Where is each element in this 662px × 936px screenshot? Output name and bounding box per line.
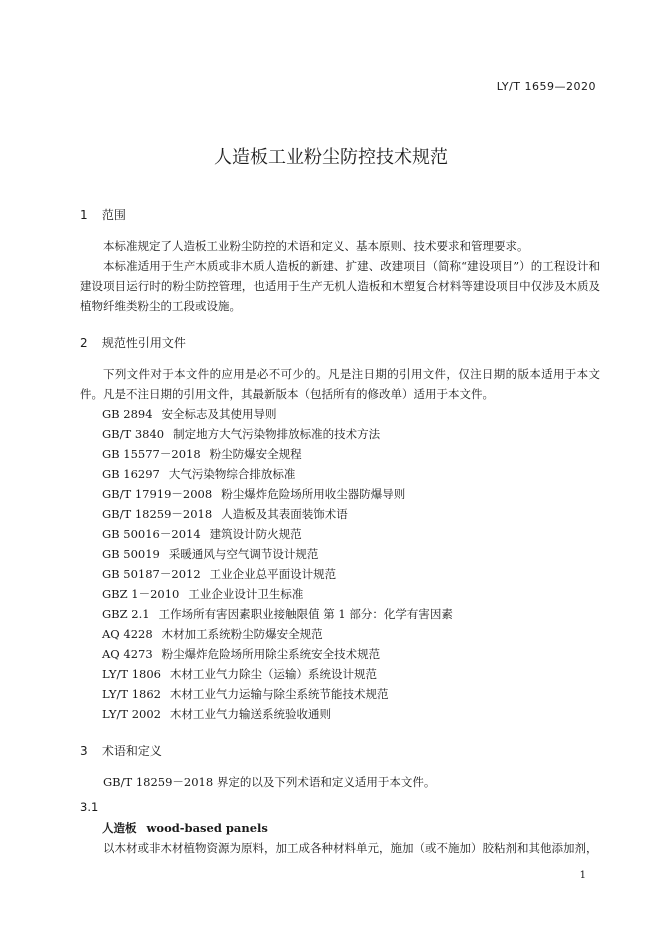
reference-title: 采暖通风与空气调节设计规范 bbox=[168, 547, 319, 561]
page-title: 人造板工业粉尘防控技术规范 bbox=[214, 147, 448, 168]
reference-item bbox=[102, 644, 453, 664]
reference-title: 大气污染物综合排放标准 bbox=[168, 467, 296, 481]
reference-item bbox=[102, 584, 453, 604]
reference-title: 人造板及其表面装饰术语 bbox=[221, 507, 348, 521]
reference-title: 工业企业总平面设计规范 bbox=[209, 567, 337, 581]
term-definition: 以木材或非木材植物资源为原料，加工成各种材料单元，施加（或不施加）胶粘剂和其他添加剂， bbox=[103, 841, 598, 855]
reference-title: 制定地方大气污染物排放标准的技术方法 bbox=[173, 427, 381, 441]
reference-item bbox=[102, 404, 453, 424]
term-english: wood-based panels bbox=[146, 821, 268, 835]
reference-code: GB/T 3840 bbox=[102, 427, 165, 441]
section-number: 2 bbox=[80, 336, 88, 350]
reference-item bbox=[102, 704, 453, 724]
reference-item bbox=[102, 484, 453, 504]
reference-item bbox=[102, 684, 453, 704]
reference-title: 木材工业气力运输与除尘系统节能技术规范 bbox=[169, 687, 389, 701]
section-2-intro: 下列文件对于本文件的应用是必不可少的。凡是注日期的引用文件，仅注日期的版本适用于本文件。凡是不注日期的引用文件，其最新版本（包括所有的修改单）适用于本文件。 bbox=[80, 367, 600, 401]
term-entry bbox=[102, 820, 268, 836]
reference-code: GBZ 2.1 bbox=[102, 607, 150, 621]
section-title: 术语和定义 bbox=[101, 744, 162, 758]
reference-item bbox=[102, 664, 453, 684]
standard-id: LY/T 1659—2020 bbox=[496, 80, 596, 93]
reference-code: GBZ 1－2010 bbox=[102, 587, 180, 601]
reference-code: GB/T 18259－2018 bbox=[102, 507, 213, 521]
reference-title: 安全标志及其使用导则 bbox=[161, 407, 277, 421]
page-number: 1 bbox=[579, 870, 586, 881]
reference-code: GB 50187－2012 bbox=[102, 567, 201, 581]
reference-code: GB/T 17919－2008 bbox=[102, 487, 213, 501]
section-1-paragraph-1: 本标准规定了人造板工业粉尘防控的术语和定义、基本原则、技术要求和管理要求。 bbox=[103, 239, 529, 253]
reference-title: 木材工业气力输送系统验收通则 bbox=[169, 707, 331, 721]
reference-item bbox=[102, 624, 453, 644]
reference-code: AQ 4228 bbox=[102, 627, 153, 641]
reference-item bbox=[102, 604, 453, 624]
reference-title: 建筑设计防火规范 bbox=[209, 527, 302, 541]
reference-item bbox=[102, 504, 453, 524]
section-3-heading bbox=[80, 742, 162, 759]
reference-item bbox=[102, 444, 453, 464]
reference-title: 工作场所有害因素职业接触限值 第 1 部分：化学有害因素 bbox=[158, 607, 453, 621]
section-1-heading bbox=[80, 206, 126, 223]
subsection-number: 3.1 bbox=[80, 800, 99, 814]
section-3-intro: GB/T 18259－2018 界定的以及下列术语和定义适用于本文件。 bbox=[103, 775, 436, 789]
section-title: 规范性引用文件 bbox=[101, 336, 186, 350]
reference-code: AQ 4273 bbox=[102, 647, 153, 661]
section-number: 3 bbox=[80, 744, 88, 758]
reference-title: 工业企业设计卫生标准 bbox=[188, 587, 304, 601]
reference-item bbox=[102, 424, 453, 444]
reference-title: 木材工业气力除尘（运输）系统设计规范 bbox=[169, 667, 377, 681]
reference-title: 粉尘爆炸危险场所用除尘系统安全技术规范 bbox=[161, 647, 381, 661]
reference-item bbox=[102, 464, 453, 484]
reference-code: GB 15577－2018 bbox=[102, 447, 201, 461]
reference-title: 木材加工系统粉尘防爆安全规范 bbox=[161, 627, 323, 641]
reference-code: LY/T 1862 bbox=[102, 687, 161, 701]
section-2-heading bbox=[80, 334, 186, 351]
section-number: 1 bbox=[80, 208, 88, 222]
reference-item bbox=[102, 564, 453, 584]
reference-list bbox=[102, 404, 453, 724]
reference-title: 粉尘防爆安全规程 bbox=[209, 447, 302, 461]
reference-code: LY/T 1806 bbox=[102, 667, 161, 681]
reference-code: GB 16297 bbox=[102, 467, 160, 481]
reference-code: GB 50016－2014 bbox=[102, 527, 201, 541]
reference-item bbox=[102, 544, 453, 564]
reference-code: LY/T 2002 bbox=[102, 707, 161, 721]
section-1-paragraph-2: 本标准适用于生产木质或非木质人造板的新建、扩建、改建项目（简称“建设项目”）的工程设计和建设项目运行时的粉尘防控管理，也适用于生产无机人造板和木塑复合材料等建设项目中仅涉及木质及植物纤维类粉尘的工段或设施。 bbox=[80, 259, 600, 313]
reference-code: GB 50019 bbox=[102, 547, 160, 561]
term-chinese: 人造板 bbox=[102, 821, 137, 835]
reference-item bbox=[102, 524, 453, 544]
reference-code: GB 2894 bbox=[102, 407, 153, 421]
reference-title: 粉尘爆炸危险场所用收尘器防爆导则 bbox=[221, 487, 406, 501]
section-title: 范围 bbox=[101, 208, 126, 222]
